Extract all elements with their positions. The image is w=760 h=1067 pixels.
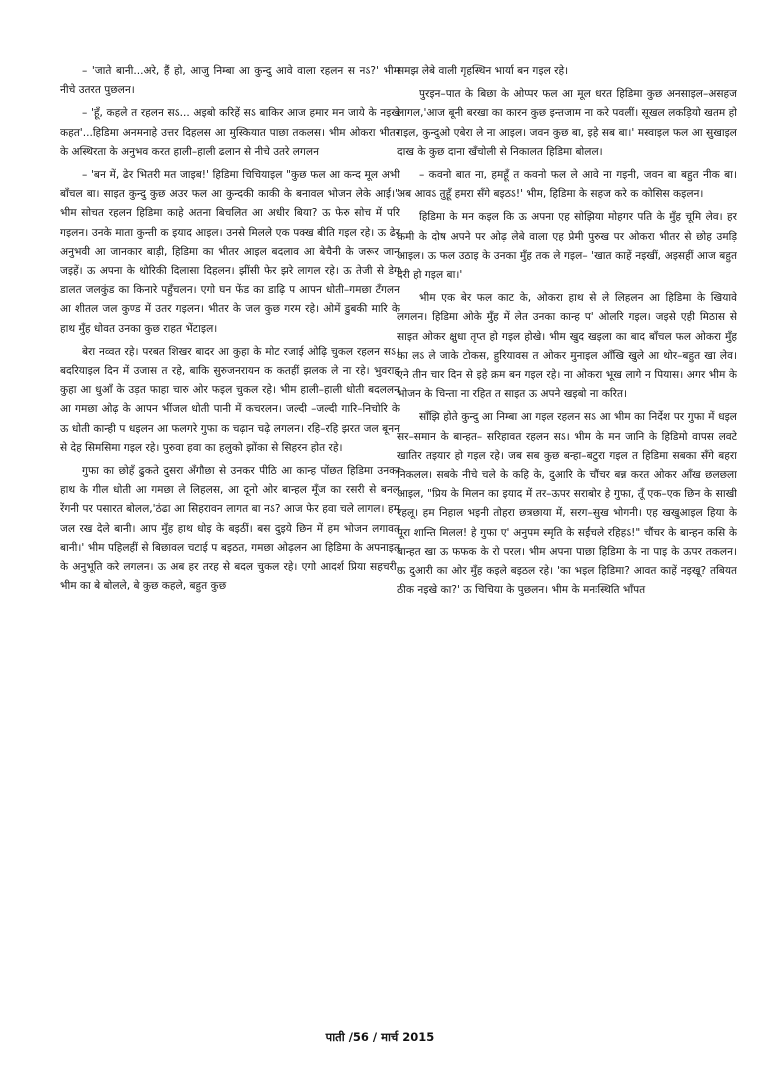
paragraph: – 'जाते बानी...अरे, हैं हो, आजु निम्बा आ कुन्दु आवे वाला रहलन स नऽ?' भीम नीचे उतरत पुछलन। [60, 65, 400, 97]
paragraph: समझ लेबे वाली गृहस्थिन भार्या बन गइल रहे। [397, 65, 569, 77]
paragraph: हिडिमा के मन कइल कि ऊ अपना एह सोझिया मोहगर पति के मुँह चूमि लेव। हर कमी के दोष अपने पर ओढ़ लेबे वाला एह प्रेमी पुरुख पर ओकरा भीतर से छोह उमड़ि आइल। ऊ फल उठाइ के उनका मुँह तक ले गइल– 'खात काहें नइखीं, अइसहीं आज बहुत देरी हो गइल बा।' [397, 211, 737, 282]
page-footer: पाती /56 / मार्च 2015 [325, 1030, 435, 1044]
right-text-column [397, 62, 737, 1022]
paragraph: बेरा नव्वत रहे। परबत शिखर बादर आ कुहा के मोट रजाई ओढ़ि चुकल रहलन सऽ। बदरियाइल दिन में उजास त रहे, बाकि सुरुजनरायन क कतहीं झलक ले ना रहे। भुवराह कुहा आ धुआँ के उड़त फाहा चारु ओर फइल चुकल रहे। भीम हाली–हाली धोती बदललन आ गमछा ओढ़ के आपन भींजल धोती पानी में कचरलन। जल्दी –जल्दी गारि–निचोरि के ऊ धोती कान्ही प धइलन आ फलगरे गुफा क चढ़ान चढ़े लगलन। रहि–रहि झरत जल बूनन से देह सिमसिमा गइल रहे। पुरुवा हवा का हलुको झोंका से सिहरन होत रहे। [60, 345, 400, 454]
paragraph: गुफा का छोहँ ढुकते दुसरा अँगौछा से उनकर पीठि आ कान्ह पोंछत हिडिमा उनका हाथ के गील धोती आ गमछा ले लिहलस, आ दूनो ओर बान्हल मूँज का रसरी से बनल रेंगनी पर पसारत बोलल,'ठंढा आ सिहरावन लागत बा नऽ? आज फेर हवा चले लागल। हम जल रख देले बानी। आप मुँह हाथ धोइ के बइठीं। बस दुइये छिन में हम भोजन लगावत बानी।' भीम पहिलहीं से बिछावल चटाई प बइठत, गमछा ओढ़लन आ हिडिमा के अपनाइत के अनुभूति करे लगलन। ऊ अब हर तरह से बदल चुकल रहे। एगो आदर्श प्रिया सहचरी, भीम का बे बोलले, बे कुछ कहले, बहुत कुछ [60, 465, 400, 593]
paragraph: भीम एक बेर फल काट के, ओकरा हाथ से ले लिहलन आ हिडिमा के खियावे लगलन। हिडिमा ओके मुँह में लेत उनका कान्ह प' ओलरि गइल। जइसे एही मिठास से साइत ओकर क्षुधा तृप्त हो गइल होखे। भीम खुद खइला का बाद बाँचल फल ओकरा मुँह का लऽ ले जाके टोकस, हुरियावस त ओकर मुनाइल आँखि खुले आ थोर–बहुत खा लेव। एने तीन चार दिन से इहे क्रम बन गइल रहे। ना ओकरा भूख लागे न पियास। अगर भीम के भोजन के चिन्ता ना रहित त साइत ऊ अपने खइबो ना करित। [397, 292, 737, 401]
paragraph: – 'हूँ, कहले त रहलन सऽ... अइबो करिहें सऽ बाकिर आज हमार मन जाये के नइखे कहत'...हिडिमा अनमनाहे उत्तर दिहलस आ मुस्कियात पाछा तकलस। भीम ओकरा भीतर के अस्थिरता के अनुभव करत हाली–हाली ढलान से नीचे उतरे लगलन [60, 107, 400, 158]
paragraph: – कवनो बात ना, हमहूँ त कवनो फल ले आवे ना गइनी, जवन बा बहुत नीक बा। अब आवऽ तुहूँ हमरा सँगे बइठऽ!' भीम, हिडिमा के सहज करे क कोसिस कइलन। [397, 169, 737, 201]
paragraph: साँझि होते कुन्दु आ निम्बा आ गइल रहलन सऽ आ भीम का निर्देश पर गुफा में धइल सर–समान के बान्हत– सरिहावत रहलन सऽ। भीम के मन जानि के हिडिमो वापस लवटे खातिर तइयार हो गइल रहे। जब सब कुछ बन्हा–बटुरा गइल त हिडिमा सबका सँगे बहरा निकलल। सबके नीचे चले के कहि के, दुआरि के चौंचर बन्न करत ओकर आँख छलछला आइल, "प्रिय के मिलन का इयाद में तर–ऊपर सराबोर हे गुफा, तूँ एक–एक छिन के साखी रहलू। हम निहाल भइनी तोहरा छत्रछाया में, सरग–सुख भोगनी। एह खखुआइल हिया के पूरा शान्ति मिलल! हे गुफा ए' अनुपम स्मृति के सईंचले रहिहऽ!" चौंचर के बान्हन कसि के बान्हत खा ऊ फफक के रो परल। भीम अपना पाछा हिडिमा के ना पाइ के ऊपर तकलन। ऊ दुआरी का ओर मुँह कइले बइठल रहे। 'का भइल हिडिमा? आवत काहें नइखू? तबियत ठीक नइखे का?' ऊ चिचिया के पुछलन। भीम के मनःस्थिति भाँपत [397, 411, 737, 597]
paragraph: पुरइन–पात के बिछा के ओप्पर फल आ मूल धरत हिडिमा कुछ अनसाइल–असहज लागल,'आज बूनी बरखा का कारन कुछ इन्तजाम ना करे पवलीं। सूखल लकड़ियो खतम हो गइल, कुन्दुओ एबेरा ले ना आइल। जवन कुछ बा, इहे सब बा।' मस्वाइल फल आ सुखाइल दाख के कुछ दाना खँचोली से निकालत हिडिमा बोलल। [397, 88, 737, 158]
left-text-column [60, 62, 400, 1022]
paragraph: – 'बन में, ढेर भितरी मत जाइब!' हिडिमा चिचियाइल "कुछ फल आ कन्द मूल अभी बाँचल बा। साइत कुन्दु कुछ अउर फल आ कुन्दकी काकी के बनावल भोजन लेके आई।" भीम सोचत रहलन हिडिमा काहे अतना बिचलित आ अधीर बिया? ऊ फेरु सोच में परि गइलन। उनके माता कुन्ती क इयाद आइल। उनसे मिलले एक पक्ख बीति गइल रहे। ऊ ढेर अनुभवी आ जानकार बाड़ी, हिडिमा का भीतर आइल बदलाव आ बेचैनी के जरूर जान जइहें। ऊ अपना के थोरिकी दिलासा दिहलन। झींसी फेर झरे लागल रहे। ऊ तेजी से डेग डालत जलकुंड का किनारे पहुँचलन। एगो घन फेंड का डाढ़ि प आपन धोती–गमछा टँगलन आ शीतल जल कुण्ड में उतर गइलन। भीतर के जल कुछ गरम रहे। ओमें डुबकी मारि के हाथ मुँह धोवत उनका कुछ राहत भेंटाइल। [60, 169, 400, 335]
